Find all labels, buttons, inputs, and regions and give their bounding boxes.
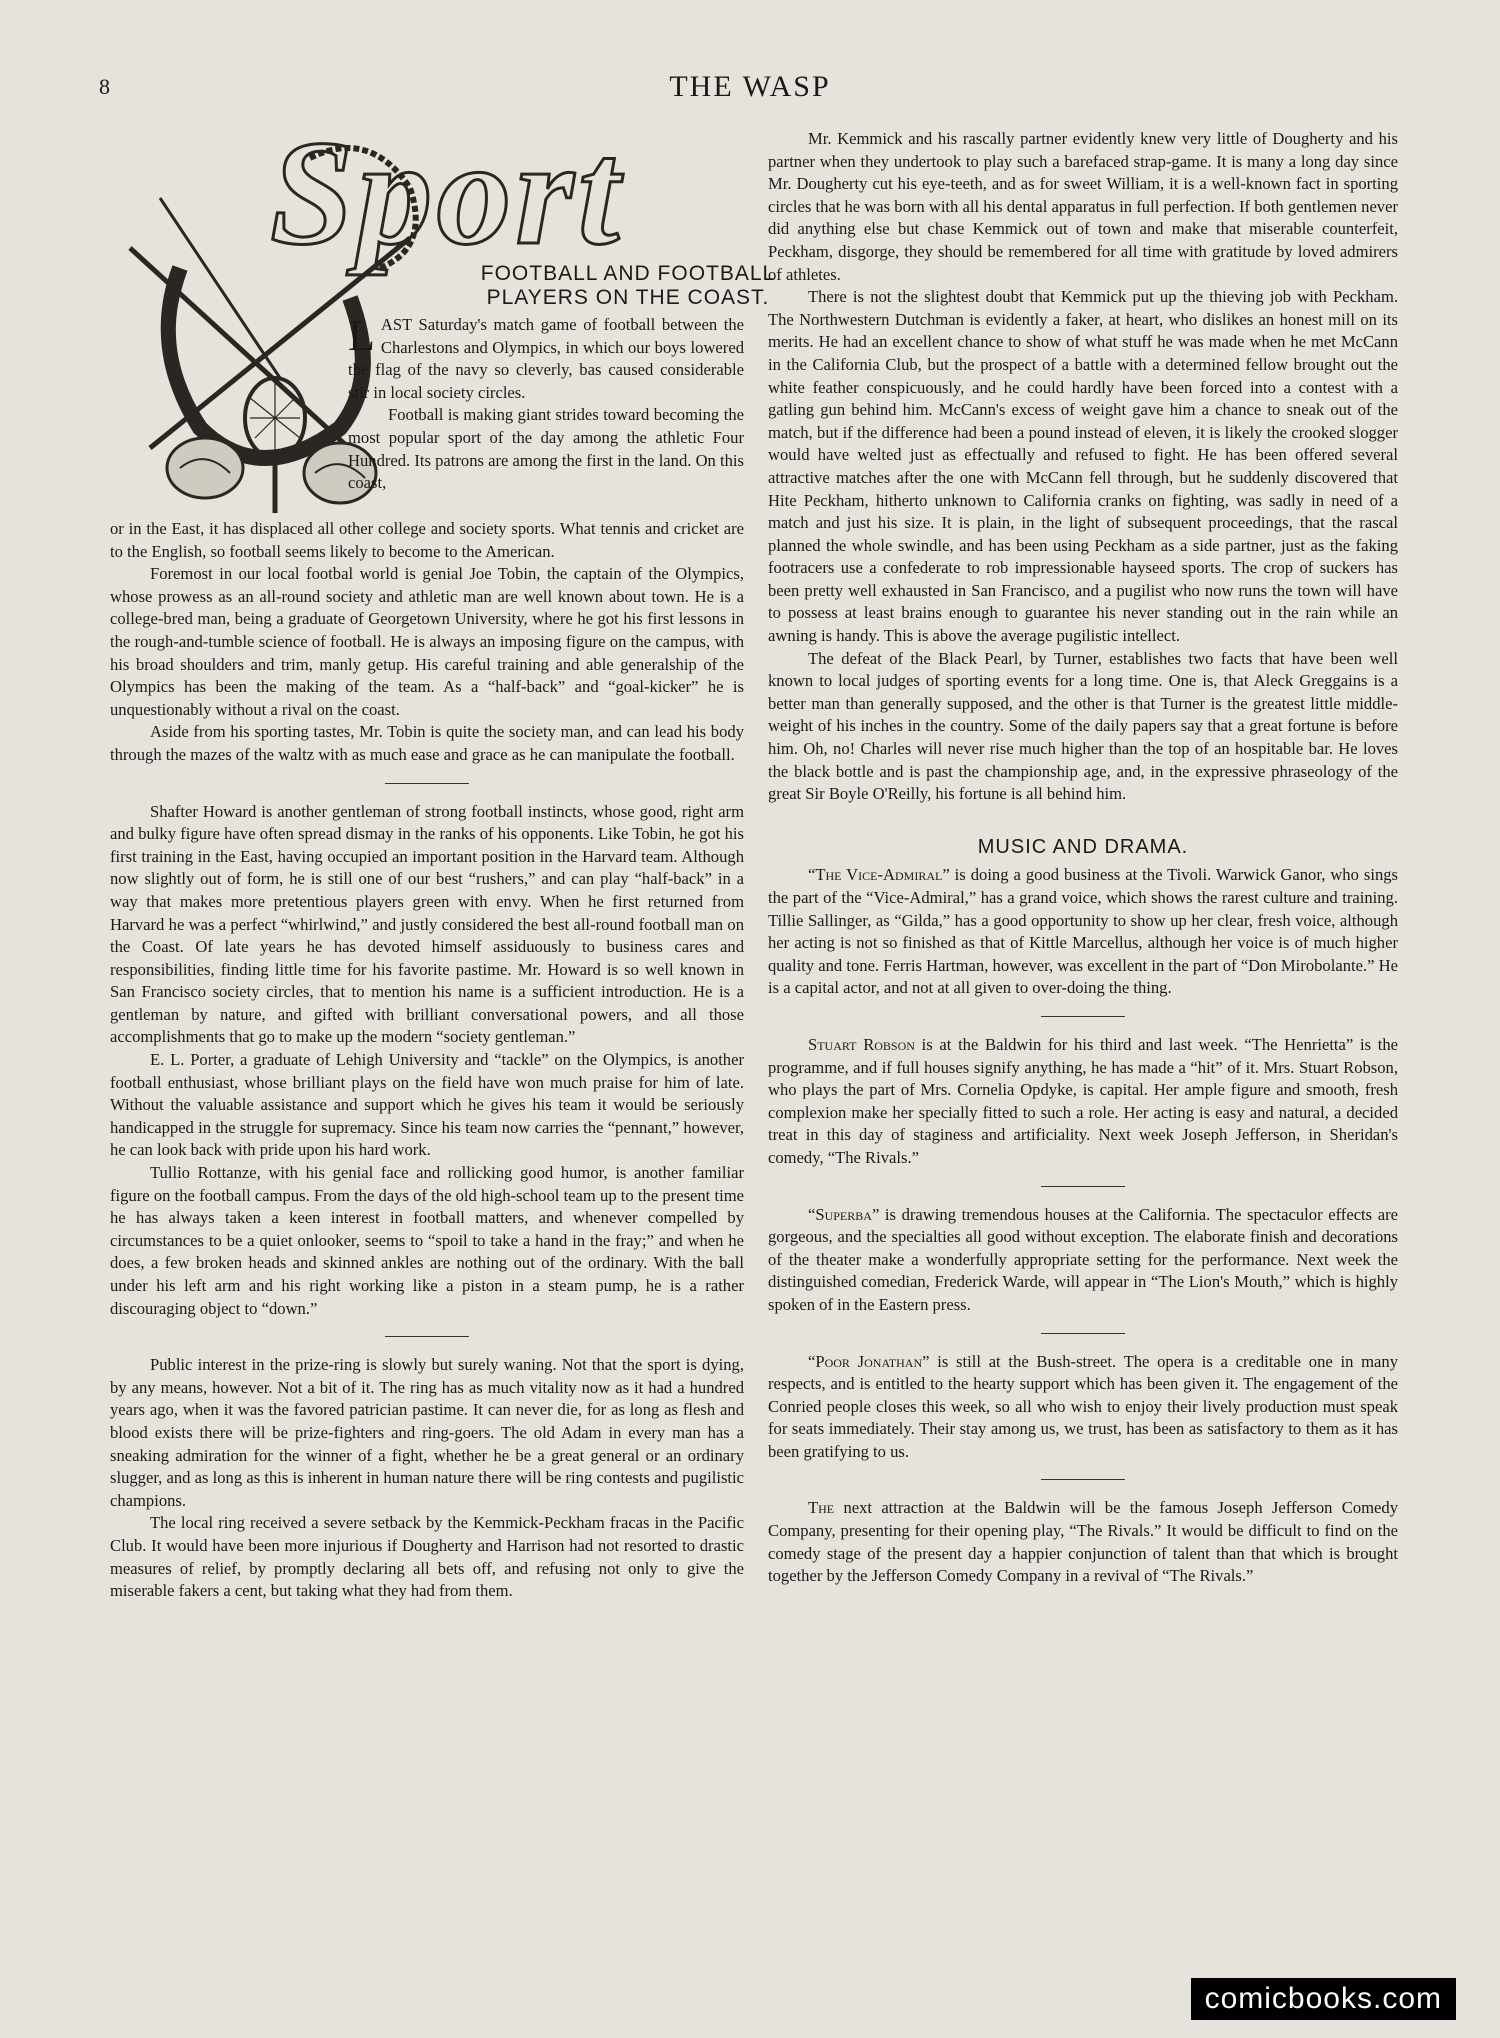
porter-paragraph: E. L. Porter, a graduate of Lehigh University and “tackle” on the Olympics, is another football enthusiast, whose brilliant plays on the field have won much praise for him of late. Without the valuable assistance and support which he gives his team it would be seriously handicapped in the struggle for supremacy. Since his team now carries the “pennant,” however, he can look back with pride upon his hard work. <box>110 1050 744 1160</box>
football-paragraph-continued: or in the East, it has displaced all other college and society sports. What tennis and cricket are to the English, so football seems likely to become to the American. <box>110 519 744 561</box>
music-drama-heading: MUSIC AND DRAMA. <box>977 835 1189 858</box>
section-divider <box>1041 1186 1125 1187</box>
vice-admiral-paragraph <box>768 864 1398 1000</box>
masthead: THE WASP <box>669 70 831 103</box>
poor-jonathan-paragraph <box>768 1351 1398 1464</box>
poor-jonathan-lead: “Poor Jonathan” <box>808 1351 930 1371</box>
jefferson-paragraph <box>768 1497 1398 1587</box>
football-paragraph: Football is making giant strides toward becoming the most popular sport of the day among the athletic Four Hundred. Its patrons are among the first in the land. On this coast, <box>348 405 744 493</box>
poor-jonathan-text: is still at the Bush-street. The opera is a creditable one in many respects, and is entitled to the hearty support which has been given it. The engagement of the Conried people closes this week, so all who wish to enjoy their lively production must speak for seats immediately. Their stay among us, we trust, has been as satisfactory to them as it has been gratifying to us. <box>768 1351 1398 1461</box>
lead-text: AST Saturday's match game of football between the Charlestons and Olympics, in which our boys lowered the flag of the navy so cleverly, bas caused considerable stir in local society circles. <box>348 315 744 402</box>
section-divider <box>385 1336 469 1337</box>
jefferson-text: next attraction at the Baldwin will be the famous Joseph Jefferson Comedy Company, presenting for their opening play, “The Rivals.” It would be difficult to find on the comedy stage of the present day a happier conjunction of talent than that which is brought together by the Jefferson Comedy Company in a revival of “The Rivals.” <box>768 1498 1398 1586</box>
section-divider <box>1041 1479 1125 1480</box>
superba-paragraph <box>768 1204 1398 1317</box>
tobin-society-paragraph: Aside from his sporting tastes, Mr. Tobin is quite the society man, and can lead his body through the mazes of the waltz with as much ease and grace as he can manipulate the football. <box>110 722 744 764</box>
lead-paragraph <box>348 311 744 404</box>
howard-paragraph: Shafter Howard is another gentleman of strong football instincts, whose good, right arm and bulky figure have often spread dismay in the ranks of his opponents. Like Tobin, he got his first training in the East, having occupied an important position in the Harvard team. Although now slightly out of form, he is still one of our best “rushers,” and can play “half-back” in a way that makes more pretentious players green with envy. When he first returned from Harvard he was a perfect “whirlwind,” and justly considered the best all-round football man on the Coast. Of late years he has devoted himself assiduously to business cares and responsibilities, finding little time for his favorite pastime. Mr. Howard is so well known in San Francisco society circles, that to mention his name is a sufficient introduction. He is a gentleman by nature, and gifted with brilliant conversational powers, and all those accomplishments that go to make up the modern “society gentleman.” <box>110 801 744 1047</box>
sport-title-art: Sport <box>270 110 624 276</box>
headline-line-2: PLAYERS ON THE COAST. <box>486 286 770 309</box>
drop-cap: L <box>348 311 375 360</box>
prize-ring-paragraph: Public interest in the prize-ring is slowly but surely waning. Not that the sport is dying, by any means, however. Not a bit of it. The ring has as much vitality now as it had a hundred years ago, when it was the favored patrician pastime. It can never die, for as long as flesh and blood exists there will be prize-fighters and ring-goers. The old Adam in every man has a sneaking admiration for the winner of a fight, whether he be a great general or an ordinary slugger, and as long as this is inherent in human nature there will be ring contests and pugilistic champions. <box>110 1355 744 1510</box>
local-ring-paragraph: The local ring received a severe setback by the Kemmick-Peckham fracas in the Pacific Club. It would have been more injurious if Dougherty and Harrison had not resorted to drastic measures of relief, by promptly declaring all bets off, and refusing not only to give the miserable fakers a cent, but taking what they had from them. <box>110 1513 744 1601</box>
superba-lead: “Superba” <box>808 1204 880 1224</box>
headline-line-1: FOOTBALL AND FOOTBALL <box>480 262 776 285</box>
page-number: 8 <box>99 74 110 99</box>
kemmick-paragraph: Mr. Kemmick and his rascally partner evidently knew very little of Dougherty and his partner when they undertook to play such a barefaced strap-game. It is many a long day since Mr. Dougherty cut his eye-teeth, and as for sweet William, it is a well-known fact in sporting circles that he was born with all his dental apparatus in full perfection. If both gentlemen never did anything else but chase Kemmick out of town and make that miserable counterfeit, Peckham, disgorge, they should be remembered for all time with gratitude by loved admirers of athletes. <box>768 129 1398 284</box>
section-divider <box>385 783 469 784</box>
peckham-paragraph: There is not the slightest doubt that Kemmick put up the thieving job with Peckham. The Northwestern Dutchman is evidently a faker, at heart, who dislikes an honest mill on its merits. He had an excellent chance to show of what stuff he was made when he met McCann in the California Club, but the prospect of a battle with a determined fellow brought out the white feather conspicuously, and he could hardly have been forced into a contest with a gatling gun behind him. McCann's excess of weight gave him a chance to sneak out of the match, but if the difference had been a pound instead of eleven, it is likely the crooked slogger would have welted just as effectually and refused to fight. He has been offered several attractive matches after the one with McCann fell through, but he suddenly discovered that Hite Peckham, hitherto unknown to California cranks on fighting, was sadly in need of a match and just his size. It is plain, in the light of subsequent proceedings, that the rascal planned the whole swindle, and has been using Peckham as a side partner, just as the faking footracers use a confederate to rob impressionable hayseed sports. The crop of suckers has been pretty well exhausted in San Francisco, and a pugilist who now runs the town will have to possess at least brains enough to guarantee his never standing out in the rain while an awning is handy. This is above the average pugilistic intellect. <box>768 287 1398 646</box>
sport-header <box>110 110 776 518</box>
lead-paragraph-block <box>348 311 744 495</box>
black-pearl-paragraph: The defeat of the Black Pearl, by Turner, establishes two facts that have been well known to local judges of sporting events for a long time. One is, that Aleck Greggains is a better man than generally supposed, and the other is that Turner is the greatest little middle-weight of his inches in the country. Some of the daily papers say that a great fortune is before him. Oh, no! Charles will never rise much higher than the top of an hospitable bar. He loves the black bottle and is past the championship age, and, in the expressive phraseology of the great Sir Boyle O'Reilly, his fortune is all behind him. <box>768 648 1398 804</box>
superba-text: is drawing tremendous houses at the California. The spectaculor effects are gorgeous, and the specialties all good without exception. The elaborate finish and decorations of the theater make a wonderfully appropriate setting for the performance. Next week the distinguished comedian, Frederick Warde, will appear in “The Lion's Mouth,” which is highly spoken of in the Eastern press. <box>768 1204 1398 1314</box>
section-divider <box>1041 1016 1125 1017</box>
right-column <box>768 128 1398 1588</box>
section-divider <box>1041 1333 1125 1334</box>
site-watermark: comicbooks.com <box>1191 1978 1456 2020</box>
robson-paragraph <box>768 1034 1398 1170</box>
robson-lead: Stuart Robson <box>808 1034 915 1054</box>
jefferson-lead: The <box>808 1498 835 1518</box>
tobin-paragraph: Foremost in our local footbal world is genial Joe Tobin, the captain of the Olympics, whose prowess as an all-round society and athletic man are well known about town. He is a college-bred man, being a graduate of Georgetown University, where he got his first lessons in the rough-and-tumble science of football. He is always an imposing figure on the campus, with his broad shoulders and trim, manly getup. His careful training and able generalship of the Olympics has been the making of the team. As a “half-back” and “goal-kicker” he is unquestionably without a rival on the coast. <box>110 564 744 719</box>
vice-admiral-text: is doing a good business at the Tivoli. Warwick Ganor, who sings the part of the “Vice-Admiral,” has a grand voice, which shows the rarest culture and training. Tillie Sallinger, as “Gilda,” has a good opportunity to show up her clear, fresh voice, although her acting is not so finished as that of Kittle Marcellus, although her voice is of much higher quality and tone. Ferris Hartman, however, was excellent in the part of “Don Mirobolante.” He is a capital actor, and not at all given to over-doing the thing. <box>768 865 1398 998</box>
rottanze-paragraph: Tullio Rottanze, with his genial face and rollicking good humor, is another familiar figure on the football campus. From the days of the old high-school team up to the present time he has always taken a keen interest in football matters, and whenever compelled by circumstances to be a quiet onlooker, seems to “spoil to take a hand in the fray;” and when he does, a few broken heads and skinned ankles are nothing out of the ordinary. With the ball under his left arm and his right working like a piston in a steam pump, he is a rather discouraging object to “down.” <box>110 1163 744 1318</box>
robson-text: is at the Baldwin for his third and last week. “The Henrietta” is the programme, and if full houses signify anything, he has made a “hit” of it. Mrs. Stuart Robson, who plays the part of Mrs. Cornelia Opdyke, is capital. Her ample figure and smooth, fresh complexion make her specially fitted to such a role. Her acting is easy and natural, a decided treat in this day of staginess and artificiality. Next week Joseph Jefferson, in Sheridan's comedy, “The Rivals.” <box>768 1034 1398 1167</box>
left-column <box>110 110 776 1603</box>
vice-admiral-lead: “The Vice-Admiral” <box>808 865 950 885</box>
